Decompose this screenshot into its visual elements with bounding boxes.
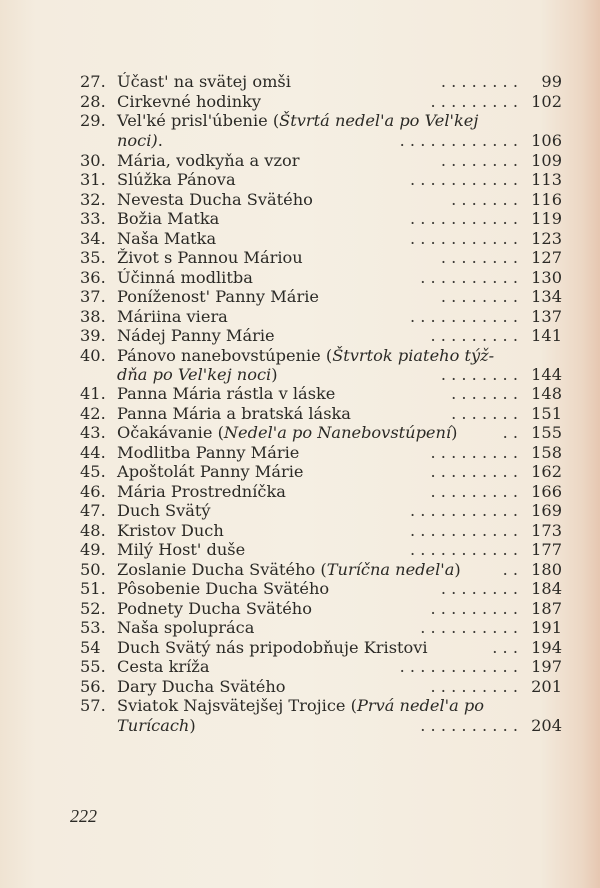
entry-number: 47. <box>80 501 106 520</box>
entry-title <box>117 696 484 716</box>
entry-title-text: Duch Svätý nás pripodobňuje Kristovi <box>117 638 428 657</box>
toc-entry <box>80 190 562 210</box>
entry-title <box>117 170 236 190</box>
entry-title-italic: noci) <box>117 131 158 150</box>
entry-title <box>117 365 278 385</box>
entry-title-text: Život s Pannou Máriou <box>117 248 303 267</box>
dot-leader: . . . . . . . <box>451 190 518 209</box>
entry-title-text: Cesta kríža <box>117 657 210 676</box>
dot-leader: . . . . . . . . . <box>430 482 518 501</box>
dot-leader: . . . . . . . . . . . <box>409 501 518 520</box>
entry-title-text: Duch Svätý <box>117 501 211 520</box>
entry-page-number: 106 <box>531 131 562 150</box>
entry-page-number: 158 <box>531 443 562 462</box>
entry-page-number: 173 <box>531 521 562 540</box>
entry-page-number: 119 <box>531 209 562 228</box>
entry-page-number: 180 <box>531 560 562 579</box>
dot-leader: . . . . . . . . . . . . <box>399 131 518 150</box>
dot-leader: . . . . . . . . <box>440 151 518 170</box>
dot-leader: . . . . . . . . <box>440 287 518 306</box>
toc-entry <box>80 696 562 716</box>
entry-title-text: Poníženost' Panny Márie <box>117 287 319 306</box>
entry-title-tail: ) <box>451 423 458 442</box>
entry-page-number: 141 <box>531 326 562 345</box>
toc-entry <box>80 404 562 424</box>
entry-title <box>117 716 196 736</box>
entry-title <box>117 618 254 638</box>
entry-title-tail: ) <box>454 560 461 579</box>
toc-entry <box>80 346 562 366</box>
entry-number: 45. <box>80 462 106 481</box>
toc-entry <box>80 229 562 249</box>
entry-page-number: 99 <box>541 72 562 91</box>
dot-leader: . . . . . . . . <box>440 579 518 598</box>
dot-leader: . . . . . . . . . <box>430 599 518 618</box>
entry-title-text: Nádej Panny Márie <box>117 326 275 345</box>
toc-entry <box>80 365 562 385</box>
entry-page-number: 116 <box>531 190 562 209</box>
toc-entry <box>80 268 562 288</box>
entry-number: 31. <box>80 170 106 189</box>
entry-number: 49. <box>80 540 106 559</box>
entry-number: 29. <box>80 111 106 130</box>
entry-title <box>117 501 211 521</box>
toc-entry <box>80 384 562 404</box>
entry-title <box>117 72 291 92</box>
dot-leader: . . . . . . . <box>451 384 518 403</box>
entry-number: 51. <box>80 579 106 598</box>
entry-page-number: 194 <box>531 638 562 657</box>
entry-page-number: 197 <box>531 657 562 676</box>
entry-title-italic: Turícach <box>117 716 190 735</box>
toc-entry <box>80 151 562 171</box>
dot-leader: . . . . . . . . . . . <box>409 307 518 326</box>
toc-entry <box>80 170 562 190</box>
toc-entry <box>80 716 562 736</box>
dot-leader: . . . . . . . . <box>440 72 518 91</box>
entry-number: 48. <box>80 521 106 540</box>
toc-entry <box>80 677 562 697</box>
dot-leader: . . . . . . . . . <box>430 326 518 345</box>
entry-page-number: 204 <box>531 716 562 735</box>
entry-title-tail: ) <box>189 716 196 735</box>
entry-title <box>117 560 461 580</box>
entry-title-text: Milý Host' duše <box>117 540 246 559</box>
dot-leader: . . . . . . . . <box>440 248 518 267</box>
entry-title <box>117 677 286 697</box>
entry-number: 44. <box>80 443 106 462</box>
dot-leader: . . . <box>492 638 518 657</box>
toc-entry <box>80 618 562 638</box>
entry-title-text: Zoslanie Ducha Svätého ( <box>117 560 327 579</box>
entry-page-number: 155 <box>531 423 562 442</box>
entry-number: 32. <box>80 190 106 209</box>
entry-title <box>117 209 219 229</box>
entry-title <box>117 423 457 443</box>
entry-title-text: Pánovo nanebovstúpenie ( <box>117 346 333 365</box>
entry-number: 28. <box>80 92 106 111</box>
entry-title <box>117 638 428 658</box>
entry-title-text: Máriina viera <box>117 307 228 326</box>
toc-entry <box>80 131 562 151</box>
toc-entry <box>80 638 562 658</box>
toc-entry <box>80 209 562 229</box>
page-number: 222 <box>70 806 97 826</box>
entry-title <box>117 599 312 619</box>
toc-entry <box>80 443 562 463</box>
entry-page-number: 166 <box>531 482 562 501</box>
entry-title-text: Podnety Ducha Svätého <box>117 599 312 618</box>
entry-number: 50. <box>80 560 106 579</box>
entry-title <box>117 111 478 131</box>
entry-title-text: Vel'ké prisl'úbenie ( <box>117 111 280 130</box>
dot-leader: . . . . . . . . . . . <box>409 229 518 248</box>
dot-leader: . . . . . . . . . . . <box>409 540 518 559</box>
toc-entry <box>80 287 562 307</box>
entry-number: 38. <box>80 307 106 326</box>
entry-title-italic: Nedel'a po Nanebovstúpení <box>223 423 452 442</box>
entry-title-italic: Štvrtá nedel'a po Vel'kej <box>279 111 479 130</box>
toc-entry <box>80 72 562 92</box>
entry-title-text: Kristov Duch <box>117 521 224 540</box>
entry-title-text: Panna Mária rástla v láske <box>117 384 336 403</box>
entry-page-number: 113 <box>531 170 562 189</box>
dot-leader: . . . . . . . . <box>440 365 518 384</box>
dot-leader: . . . . . . . . . <box>430 462 518 481</box>
entry-number: 53. <box>80 618 106 637</box>
entry-title <box>117 521 224 541</box>
entry-title <box>117 307 228 327</box>
entry-title-text: Naša Matka <box>117 229 217 248</box>
entry-title <box>117 462 304 482</box>
entry-title <box>117 131 163 151</box>
entry-title <box>117 248 303 268</box>
entry-title-text: Očakávanie ( <box>117 423 224 442</box>
entry-page-number: 102 <box>531 92 562 111</box>
entry-page-number: 137 <box>531 307 562 326</box>
entry-page-number: 191 <box>531 618 562 637</box>
entry-title <box>117 384 335 404</box>
entry-title-text: Slúžka Pánova <box>117 170 236 189</box>
entry-number: 39. <box>80 326 106 345</box>
entry-title-text: Božia Matka <box>117 209 220 228</box>
toc-entry <box>80 560 562 580</box>
toc-entry <box>80 482 562 502</box>
entry-page-number: 148 <box>531 384 562 403</box>
entry-title <box>117 443 299 463</box>
entry-title-text: Cirkevné hodinky <box>117 92 262 111</box>
entry-title-tail: . <box>157 131 163 150</box>
entry-page-number: 169 <box>531 501 562 520</box>
entry-title <box>117 287 319 307</box>
toc-entry <box>80 111 562 131</box>
entry-number: 57. <box>80 696 106 715</box>
entry-title <box>117 482 286 502</box>
entry-title-italic: dňa po Vel'kej noci <box>117 365 272 384</box>
entry-number: 46. <box>80 482 106 501</box>
entry-title <box>117 657 209 677</box>
entry-title-italic: Štvrtok piateho týž- <box>332 346 495 365</box>
entry-page-number: 109 <box>531 151 562 170</box>
entry-title-italic: Prvá nedel'a po <box>356 696 485 715</box>
entry-title-text: Panna Mária a bratská láska <box>117 404 351 423</box>
entry-number: 42. <box>80 404 106 423</box>
entry-title-text: Pôsobenie Ducha Svätého <box>117 579 330 598</box>
entry-title-text: Nevesta Ducha Svätého <box>117 190 313 209</box>
toc-entry <box>80 307 562 327</box>
dot-leader: . . . . . . . . . . . <box>409 170 518 189</box>
dot-leader: . . . . . . . . . . . . <box>399 657 518 676</box>
entry-title <box>117 151 299 171</box>
entry-title-text: Účinná modlitba <box>117 268 253 287</box>
dot-leader: . . . . . . . . . . <box>420 618 518 637</box>
entry-number: 43. <box>80 423 106 442</box>
toc-entry <box>80 540 562 560</box>
entry-number: 40. <box>80 346 106 365</box>
entry-title-text: Účast' na svätej omši <box>117 72 291 91</box>
entry-number: 37. <box>80 287 106 306</box>
entry-page-number: 134 <box>531 287 562 306</box>
dot-leader: . . . . . . . . . <box>430 443 518 462</box>
entry-title-tail: ) <box>271 365 278 384</box>
toc-entry <box>80 92 562 112</box>
entry-number: 30. <box>80 151 106 170</box>
entry-title-text: Mária Prostredníčka <box>117 482 286 501</box>
entry-number: 33. <box>80 209 106 228</box>
entry-number: 34. <box>80 229 106 248</box>
toc-entry <box>80 501 562 521</box>
dot-leader: . . . . . . . . . . . <box>409 209 518 228</box>
entry-title <box>117 92 261 112</box>
toc-entry <box>80 326 562 346</box>
entry-page-number: 162 <box>531 462 562 481</box>
entry-title-text: Sviatok Najsvätejšej Trojice ( <box>117 696 357 715</box>
entry-number: 36. <box>80 268 106 287</box>
entry-number: 56. <box>80 677 106 696</box>
dot-leader: . . . . . . . . . <box>430 92 518 111</box>
entry-page-number: 144 <box>531 365 562 384</box>
entry-title-text: Modlitba Panny Márie <box>117 443 300 462</box>
entry-title-text: Apoštolát Panny Márie <box>117 462 304 481</box>
dot-leader: . . <box>502 560 518 579</box>
dot-leader: . . . . . . . <box>451 404 518 423</box>
entry-page-number: 123 <box>531 229 562 248</box>
entry-title <box>117 326 275 346</box>
entry-title <box>117 229 216 249</box>
entry-title <box>117 540 245 560</box>
entry-page-number: 187 <box>531 599 562 618</box>
toc-entry <box>80 521 562 541</box>
entry-title-text: Dary Ducha Svätého <box>117 677 286 696</box>
entry-title <box>117 579 329 599</box>
entry-title <box>117 190 313 210</box>
entry-title-italic: Turíčna nedel'a <box>326 560 455 579</box>
entry-title <box>117 346 494 366</box>
entry-page-number: 130 <box>531 268 562 287</box>
entry-number: 41. <box>80 384 106 403</box>
toc-entry <box>80 248 562 268</box>
toc-entry <box>80 423 562 443</box>
dot-leader: . . . . . . . . . . <box>420 268 518 287</box>
dot-leader: . . . . . . . . . . <box>420 716 518 735</box>
entry-number: 27. <box>80 72 106 91</box>
toc-entry <box>80 579 562 599</box>
entry-number: 54 <box>80 638 101 657</box>
entry-title-text: Mária, vodkyňa a vzor <box>117 151 300 170</box>
entry-page-number: 127 <box>531 248 562 267</box>
entry-number: 35. <box>80 248 106 267</box>
entry-page-number: 184 <box>531 579 562 598</box>
entry-title <box>117 404 351 424</box>
entry-title-text: Naša spolupráca <box>117 618 255 637</box>
toc-entry <box>80 657 562 677</box>
entry-page-number: 151 <box>531 404 562 423</box>
entry-page-number: 201 <box>531 677 562 696</box>
dot-leader: . . . . . . . . . <box>430 677 518 696</box>
toc-entry <box>80 599 562 619</box>
entry-page-number: 177 <box>531 540 562 559</box>
dot-leader: . . <box>502 423 518 442</box>
entry-number: 52. <box>80 599 106 618</box>
toc-entry <box>80 462 562 482</box>
entry-title <box>117 268 253 288</box>
dot-leader: . . . . . . . . . . . <box>409 521 518 540</box>
entry-number: 55. <box>80 657 106 676</box>
